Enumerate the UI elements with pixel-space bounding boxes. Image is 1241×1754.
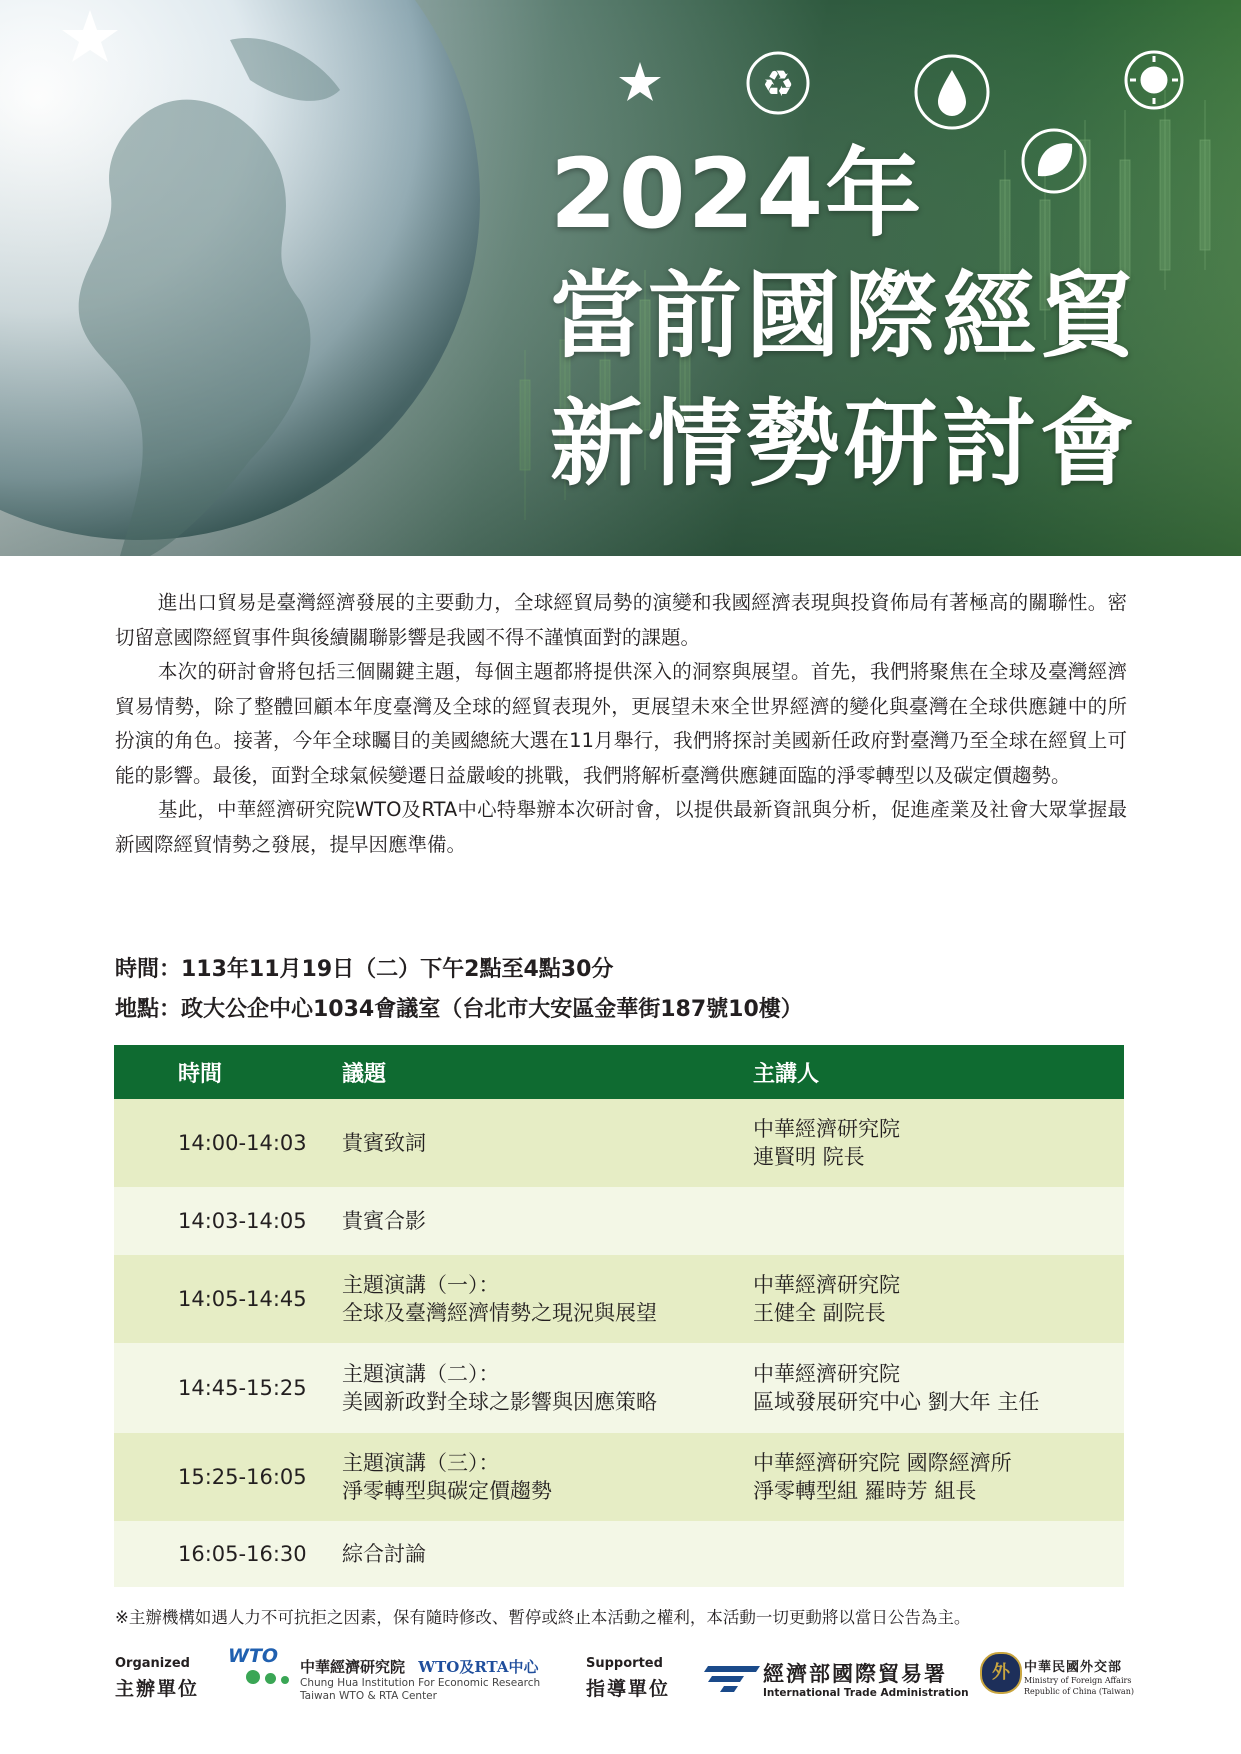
trade-admin-name-zh: 經濟部國際貿易署 <box>763 1662 947 1686</box>
mofa-seal-icon: 外 <box>980 1652 1022 1694</box>
agenda-topic <box>342 1521 753 1587</box>
agenda-topic <box>342 1433 753 1521</box>
trade-admin-name-en: International Trade Administration <box>763 1687 969 1699</box>
logo-dots-icon <box>246 1669 289 1688</box>
agenda-row <box>114 1343 1124 1433</box>
agenda-topic <box>342 1343 753 1433</box>
agenda-speaker <box>753 1099 1124 1187</box>
intro-paragraph-3: 基此，中華經濟研究院WTO及RTA中心特舉辦本次研討會，以提供最新資訊與分析，促進產業及社會大眾掌握最新國際經貿情勢之發展，提早因應準備。 <box>115 798 1127 856</box>
cier-name: 中華經濟研究院 <box>300 1658 406 1676</box>
trade-admin-logo-icon <box>704 1666 760 1692</box>
topic-line-1: 貴賓合影 <box>342 1209 426 1233</box>
agenda-topic <box>342 1187 753 1255</box>
svg-text:♻: ♻ <box>761 64 795 105</box>
agenda-speaker <box>753 1343 1124 1433</box>
cier-name-en-2: Taiwan WTO & RTA Center <box>300 1690 437 1702</box>
speaker-line-2: 連賢明 院長 <box>753 1145 865 1169</box>
agenda-time: 14:05-14:45 <box>114 1255 342 1343</box>
agenda-row <box>114 1255 1124 1343</box>
topic-line-2: 淨零轉型與碳定價趨勢 <box>342 1479 552 1503</box>
cier-name-zh <box>300 1656 539 1677</box>
header-banner <box>0 0 1241 556</box>
speaker-line-2: 淨零轉型組 羅時芳 組長 <box>753 1479 977 1503</box>
mofa-name-zh: 中華民國外交部 <box>1024 1660 1123 1675</box>
speaker-line-1: 中華經濟研究院 <box>753 1117 900 1141</box>
agenda-time: 14:00-14:03 <box>114 1099 342 1187</box>
mofa-name-en-1: Ministry of Foreign Affairs <box>1024 1676 1132 1685</box>
agenda-row <box>114 1521 1124 1587</box>
agenda-time: 15:25-16:05 <box>114 1433 342 1521</box>
speaker-line-2: 王健全 副院長 <box>753 1301 886 1325</box>
mofa-name-en-2: Republic of China (Taiwan) <box>1024 1687 1134 1696</box>
topic-line-1: 主題演講（三）： <box>342 1451 500 1475</box>
title-line-1: 當前國際經貿 <box>550 262 1139 371</box>
agenda-speaker <box>753 1255 1124 1343</box>
wto-logo-text: WTO <box>228 1645 279 1667</box>
header-topic: 議題 <box>342 1045 753 1099</box>
topic-line-2: 美國新政對全球之影響與因應策略 <box>342 1390 657 1414</box>
agenda-topic <box>342 1255 753 1343</box>
agenda-header-row <box>114 1045 1124 1099</box>
event-time: 時間：113年11月19日（二）下午2點至4點30分 <box>115 957 614 982</box>
sun-icon <box>1126 52 1182 108</box>
header-time: 時間 <box>114 1045 342 1099</box>
agenda-topic <box>342 1099 753 1187</box>
topic-line-2: 全球及臺灣經濟情勢之現況與展望 <box>342 1301 657 1325</box>
speaker-line-2: 區域發展研究中心 劉大年 主任 <box>753 1390 1040 1414</box>
agenda-time: 16:05-16:30 <box>114 1521 342 1587</box>
event-place: 地點：政大公企中心1034會議室（台北市大安區金華街187號10樓） <box>115 997 803 1022</box>
agenda-time: 14:03-14:05 <box>114 1187 342 1255</box>
agenda-table <box>114 1045 1124 1587</box>
agenda-row <box>114 1187 1124 1255</box>
agenda-row <box>114 1099 1124 1187</box>
header-speaker: 主講人 <box>753 1045 1124 1099</box>
organized-label-zh: 主辦單位 <box>115 1678 200 1700</box>
cier-logo <box>228 1645 290 1701</box>
agenda-speaker <box>753 1521 1124 1587</box>
speaker-line-1: 中華經濟研究院 <box>753 1273 900 1297</box>
cier-name-en-1: Chung Hua Institution For Economic Research <box>300 1677 541 1689</box>
agenda-row <box>114 1433 1124 1521</box>
supported-label-zh: 指導單位 <box>586 1678 671 1700</box>
cier-center: WTO及RTA中心 <box>418 1658 539 1676</box>
agenda-speaker <box>753 1187 1124 1255</box>
topic-line-1: 綜合討論 <box>342 1542 426 1566</box>
supported-label-en: Supported <box>586 1656 663 1671</box>
title-year: 2024年 <box>550 138 924 250</box>
intro-paragraph-1: 進出口貿易是臺灣經濟發展的主要動力，全球經貿局勢的演變和我國經濟表現與投資佈局有著極高的關聯性。密切留意國際經貿事件與後續關聯影響是我國不得不謹慎面對的課題。 <box>115 591 1127 649</box>
speaker-line-1: 中華經濟研究院 <box>753 1362 900 1386</box>
topic-line-1: 貴賓致詞 <box>342 1131 426 1155</box>
intro-paragraph-2: 本次的研討會將包括三個關鍵主題，每個主題都將提供深入的洞察與展望。首先，我們將聚焦在全球及臺灣經濟貿易情勢，除了整體回顧本年度臺灣及全球的經貿表現外，更展望未來全世界經濟的變化與臺灣在全球供應鏈中的所扮演的角色。接著，今年全球矚目的美國總統大選在11月舉行，我們將探討美國新任政府對臺灣乃至全球在經貿上可能的影響。最後，面對全球氣候變遷日益嚴峻的挑戰，我們將解析臺灣供應鏈面臨的淨零轉型以及碳定價趨勢。 <box>115 660 1127 787</box>
disclaimer-note: ※主辦機構如遇人力不可抗拒之因素，保有隨時修改、暫停或終止本活動之權利，本活動一切更動將以當日公告為主。 <box>115 1608 971 1627</box>
organized-label-en: Organized <box>115 1656 190 1671</box>
topic-line-1: 主題演講（二）： <box>342 1362 500 1386</box>
topic-line-1: 主題演講（一）： <box>342 1273 500 1297</box>
agenda-time: 14:45-15:25 <box>114 1343 342 1433</box>
title-line-2: 新情勢研討會 <box>550 390 1139 499</box>
speaker-line-1: 中華經濟研究院 國際經濟所 <box>753 1451 1012 1475</box>
agenda-speaker <box>753 1433 1124 1521</box>
intro-text <box>115 586 1127 862</box>
